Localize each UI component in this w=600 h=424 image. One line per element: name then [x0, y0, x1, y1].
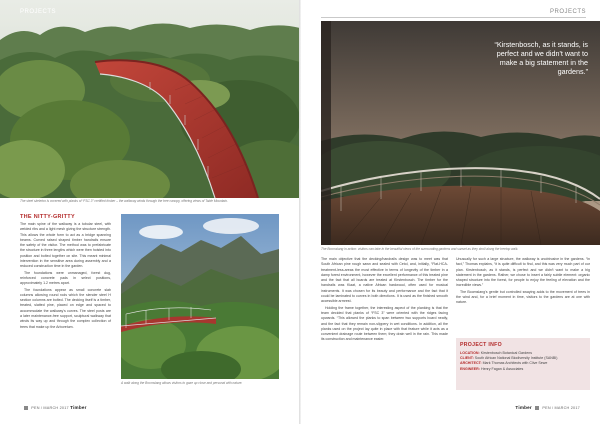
project-info-value: Henry Fagan & Associates	[480, 366, 524, 371]
footer-left	[22, 405, 87, 410]
article-column-1	[321, 257, 448, 392]
paragraph: The foundations were unmanaged, forest dug, reinforced concrete pads in select positions, approximately 1.2 metres apart.	[20, 270, 111, 286]
article-column-2	[456, 257, 590, 333]
left-article-column	[20, 222, 111, 400]
footer-brand: Timber	[70, 405, 87, 410]
project-info-title: PROJECT INFO	[460, 342, 502, 348]
project-info-key: ARCHITECT:	[460, 361, 482, 366]
project-info-value: Mark Thomas Architects with Clive Sewe	[482, 361, 548, 366]
project-info-value: Kirstenbosch Botanical Gardens	[480, 351, 533, 355]
project-info-row	[460, 367, 586, 372]
project-info-key: LOCATION:	[460, 351, 480, 355]
section-heading: THE NITTY-GRITTY	[20, 214, 75, 220]
footer-page: PEN / MARCH 2017	[31, 406, 69, 410]
paragraph: The foundations appear as small concrete slab columns allowing round rods which the slender steel H section columns are bolted. The decking itself is a timber, treated, slatted pine, placed on edge and spaced to accommodate the walkway's curves. The steel posts are a later maintenance-free support, sculptural walkway that winds its way up and through the complex collection of trees that make up the Arboretum.	[20, 287, 111, 329]
section-rule	[321, 17, 586, 18]
page-marker	[535, 406, 539, 410]
paragraph: Holding the frame together, the interesting aspect of the planking is that the team decided that planks of “FSC 3” were oriented with the ridges facing upwards. “This allowed the planks to span between two supports board neatly, and the fact that they remain non-slippery in wet conditions. In addition, all the planks used on the project lay quite in place with that feature while it acts as a convenient drainage route between them; they drain well in the rain. This made its construction and maintenance easier.	[321, 305, 448, 342]
project-info-key: ENGINEER:	[460, 366, 480, 371]
project-info-box	[456, 338, 590, 390]
section-label: PROJECTS	[549, 9, 586, 15]
paragraph: The main objective that the decking/handrails design was to meet was that South African pine rough sawn and sealed with Cetol, and, initially, “Flat-HCA-treatment-less-areas the most effective in terms of longevity of the timber in a damp forest environment, however the excellent performance of this treated pine and the fact that all boards are treated at Kirstenbosch. The timber for the handrails was Kiaat, a native African hardwood, often used for musical instruments. It was chosen for its beauty and performance and the fact that it could be laminated to curves in both directions. It is used as the finished smooth accessible armrest.	[321, 257, 448, 304]
right-page	[301, 0, 600, 424]
footer-brand: Timber	[515, 405, 532, 410]
paragraph: Unusually for such a large structure, the walkway is unobtrusive in the gardens. “In fact,” Thomas explains, “it is quite difficult to find, and this was very much part of our plan. Kirstenbosch, as it stands, is perfect and we didn't want to make a big statement in the gardens. Rather, we chose to insert a fairly subtle element: organic shaped structure into the forest, for people to enjoy the feeling of elevation and the incredible views.”	[456, 257, 590, 288]
mountain-illustration	[121, 214, 279, 379]
mountain-caption: A walk along the Boomslang allows visitors to gaze up close and personal with nature.	[121, 381, 243, 385]
mountain-photo	[121, 214, 279, 379]
project-info-key: CLIENT:	[460, 356, 474, 361]
hero-caption: The steel skeleton is covered with planks of “FSC 3” certified timber – the walkway winds through the tree canopy, offering views of Table Mountain.	[20, 199, 228, 203]
walkway-caption: The Boomslang in action: visitors can take in the beautiful views of the surrounding gardens and sunset as they stroll along the treetop walk.	[321, 247, 519, 251]
page-marker	[24, 406, 28, 410]
pull-quote: “Kirstenbosch, as it stands, is perfect and we didn't want to make a big statement in the gardens.”	[494, 40, 588, 76]
paragraph: The main spine of the walkway is a tubular steel, with welded ribs and a light mesh giving the structure strength. This allows the whole form to act as a bridge spanning beams. Curved raised shaped timber handrails ensure the safety of the visitor. The method was to prefabricate the structure in three lengths which were then hoisted into position and bolted together on site. This meant minimal intervention in the sensitive area during assembly and a reduced construction time in the garden.	[20, 222, 111, 269]
footer-right	[515, 405, 580, 410]
hero-illustration	[0, 0, 300, 198]
section-label: PROJECTS	[20, 9, 57, 15]
footer-page: PEN / MARCH 2017	[542, 406, 580, 410]
paragraph: The Boomslang's gentle but controlled swaying adds to the movement of trees in the wind and, for a brief moment in time, visitors to the gardens are at one with nature.	[456, 289, 590, 305]
hero-photo	[0, 0, 300, 198]
project-info-value: South African National Biodiversity Institute (SANBI)	[474, 356, 558, 361]
